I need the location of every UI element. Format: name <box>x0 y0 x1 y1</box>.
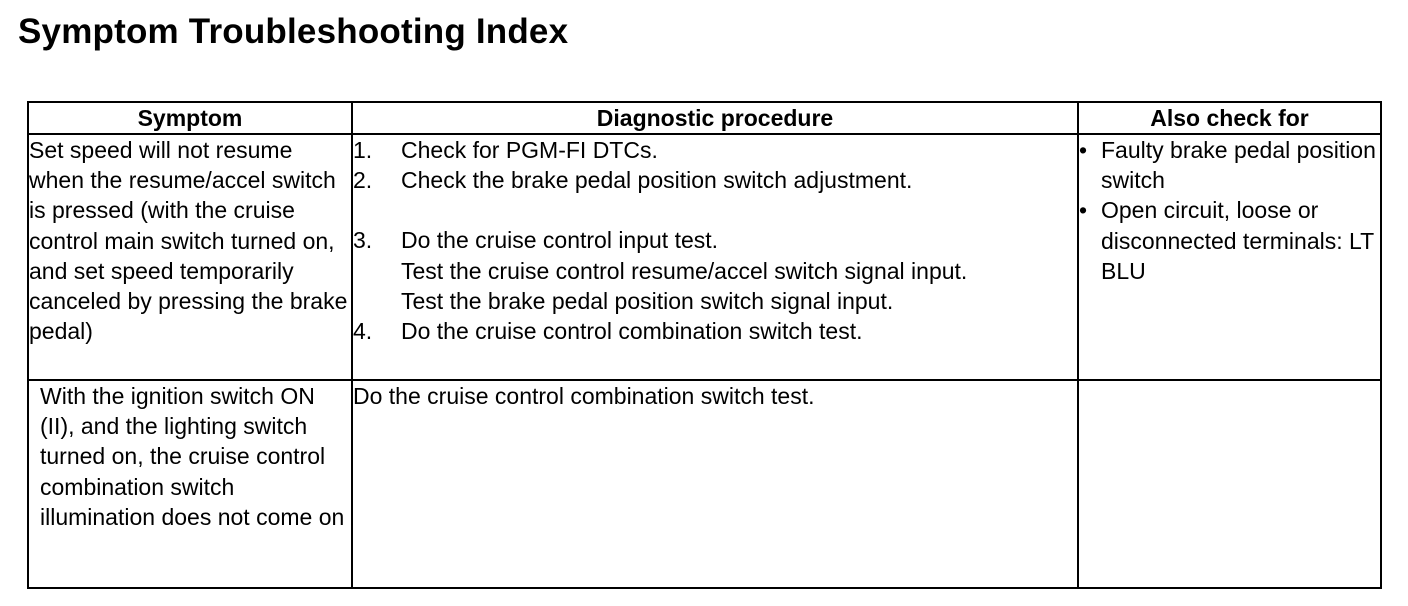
step-text: Check the brake pedal position switch adjustment. <box>401 167 913 194</box>
step-text: Do the cruise control input test. <box>401 227 719 254</box>
symptom-index-table <box>27 101 1382 589</box>
procedure-step <box>353 165 1077 195</box>
step-number: 2. <box>353 167 373 194</box>
step-text: Do the cruise control combination switch test. <box>401 318 863 345</box>
header-symptom: Symptom <box>28 102 352 134</box>
also-check-cell <box>1078 380 1381 588</box>
also-check-cell <box>1078 134 1381 380</box>
also-check-text: Faulty brake pedal position switch <box>1101 137 1376 194</box>
symptom-cell: With the ignition switch ON (II), and the lighting switch turned on, the cruise control combination switch illumination does not come on <box>28 380 352 588</box>
procedure-step <box>353 316 1077 346</box>
step-number: 1. <box>353 137 373 163</box>
step-number: 3. <box>353 227 373 254</box>
header-diagnostic-procedure: Diagnostic procedure <box>352 102 1078 134</box>
procedure-substep: Test the cruise control resume/accel switch signal input. <box>401 257 968 284</box>
procedure-cell: Do the cruise control combination switch test. <box>352 380 1078 588</box>
table-row <box>28 134 1381 380</box>
list-item <box>1079 195 1380 286</box>
header-also-check-for: Also check for <box>1078 102 1381 134</box>
symptom-cell: Set speed will not resume when the resume/accel switch is pressed (with the cruise control main switch turned on, and set speed temporarily canceled by pressing the brake pedal) <box>28 134 352 380</box>
procedure-substep: Test the brake pedal position switch signal input. <box>401 287 894 314</box>
procedure-step <box>353 225 1077 255</box>
page-title: Symptom Troubleshooting Index <box>18 12 569 51</box>
step-text: Check for PGM-FI DTCs. <box>401 137 658 163</box>
step-number: 4. <box>353 318 373 345</box>
bullet-icon: • <box>1079 197 1088 224</box>
list-item <box>1079 135 1380 195</box>
bullet-icon: • <box>1079 137 1088 163</box>
table-row <box>28 380 1381 588</box>
procedure-cell <box>352 134 1078 380</box>
table-header-row <box>28 102 1381 134</box>
also-check-text: Open circuit, loose or disconnected terminals: LT BLU <box>1101 197 1374 284</box>
also-check-list <box>1079 135 1380 286</box>
step-spacer <box>353 195 1077 225</box>
procedure-step <box>353 135 1077 165</box>
